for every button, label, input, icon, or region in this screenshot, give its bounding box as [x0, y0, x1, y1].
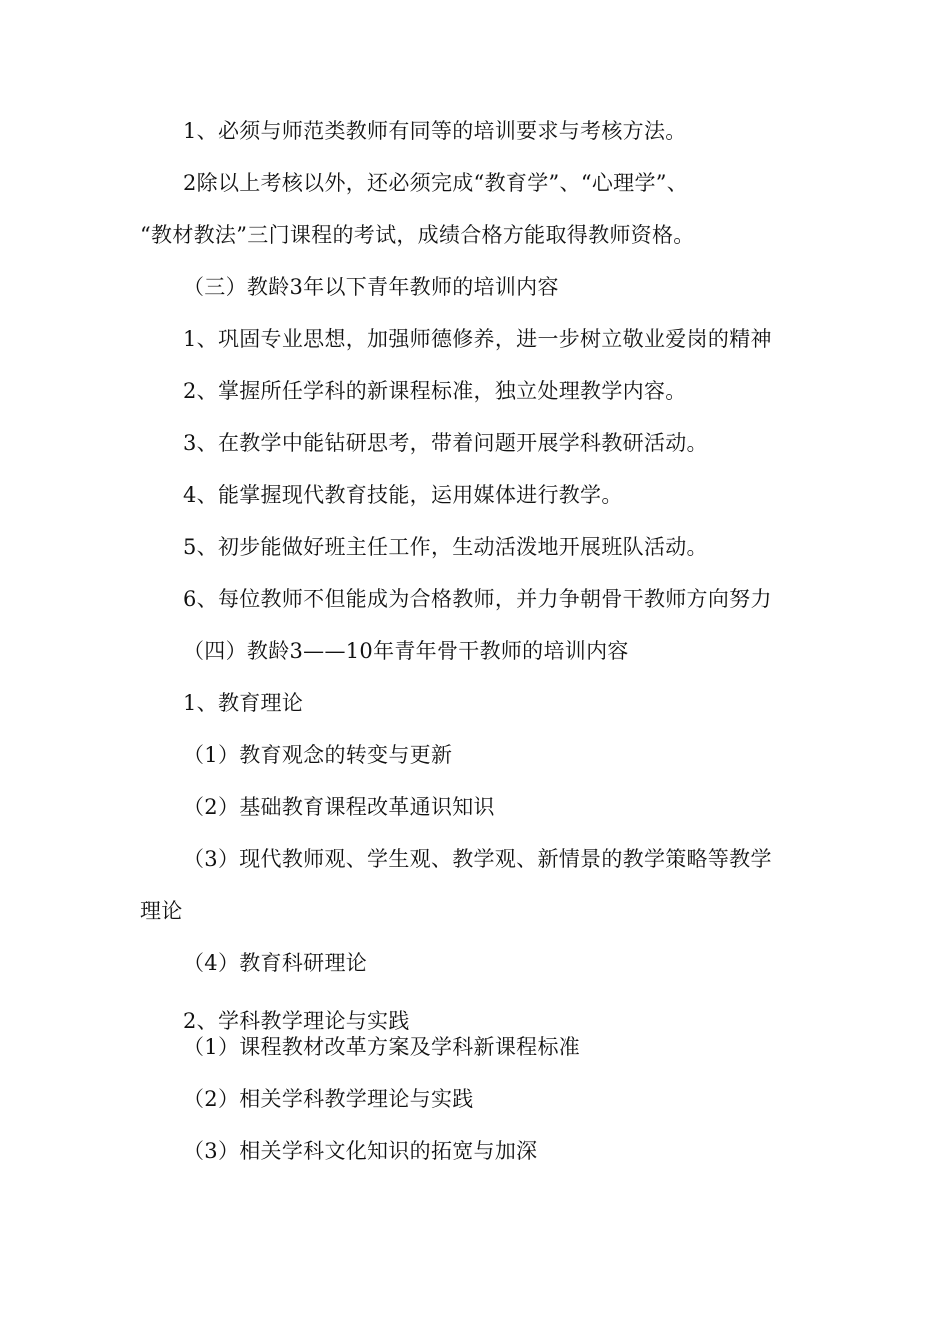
list-item: （3）相关学科文化知识的拓宽与加深: [183, 1139, 538, 1163]
list-item: （2）基础教育课程改革通识知识: [183, 795, 495, 819]
list-item: 2、掌握所任学科的新课程标准，独立处理教学内容。: [183, 379, 687, 403]
paragraph-line: 2除以上考核以外，还必须完成“教育学”、“心理学”、: [183, 171, 689, 195]
list-item: 6、每位教师不但能成为合格教师，并力争朝骨干教师方向努力: [183, 587, 772, 611]
paragraph-line: 1、必须与师范类教师有同等的培训要求与考核方法。: [183, 119, 687, 143]
subsection-heading: 1、教育理论: [183, 691, 304, 715]
list-item: 4、能掌握现代教育技能，运用媒体进行教学。: [183, 483, 623, 507]
list-item: （2）相关学科教学理论与实践: [183, 1087, 474, 1111]
list-item: 3、在教学中能钻研思考，带着问题开展学科教研活动。: [183, 431, 708, 455]
section-heading: （四）教龄3——10年青年骨干教师的培训内容: [183, 639, 629, 663]
list-item: （1）课程教材改革方案及学科新课程标准: [183, 1035, 581, 1059]
list-item: （3）现代教师观、学生观、教学观、新情景的教学策略等教学: [183, 847, 772, 871]
list-item: （4）教育科研理论: [183, 951, 368, 975]
list-item: 5、初步能做好班主任工作，生动活泼地开展班队活动。: [183, 535, 708, 559]
list-item: 1、巩固专业思想，加强师德修养，进一步树立敬业爱岗的精神: [183, 327, 772, 351]
paragraph-line: “教材教法”三门课程的考试，成绩合格方能取得教师资格。: [140, 223, 695, 247]
list-item: （1）教育观念的转变与更新: [183, 743, 453, 767]
section-heading: （三）教龄3年以下青年教师的培训内容: [183, 275, 559, 299]
paragraph-line: 理论: [140, 899, 183, 923]
subsection-heading: 2、学科教学理论与实践: [183, 1009, 410, 1033]
